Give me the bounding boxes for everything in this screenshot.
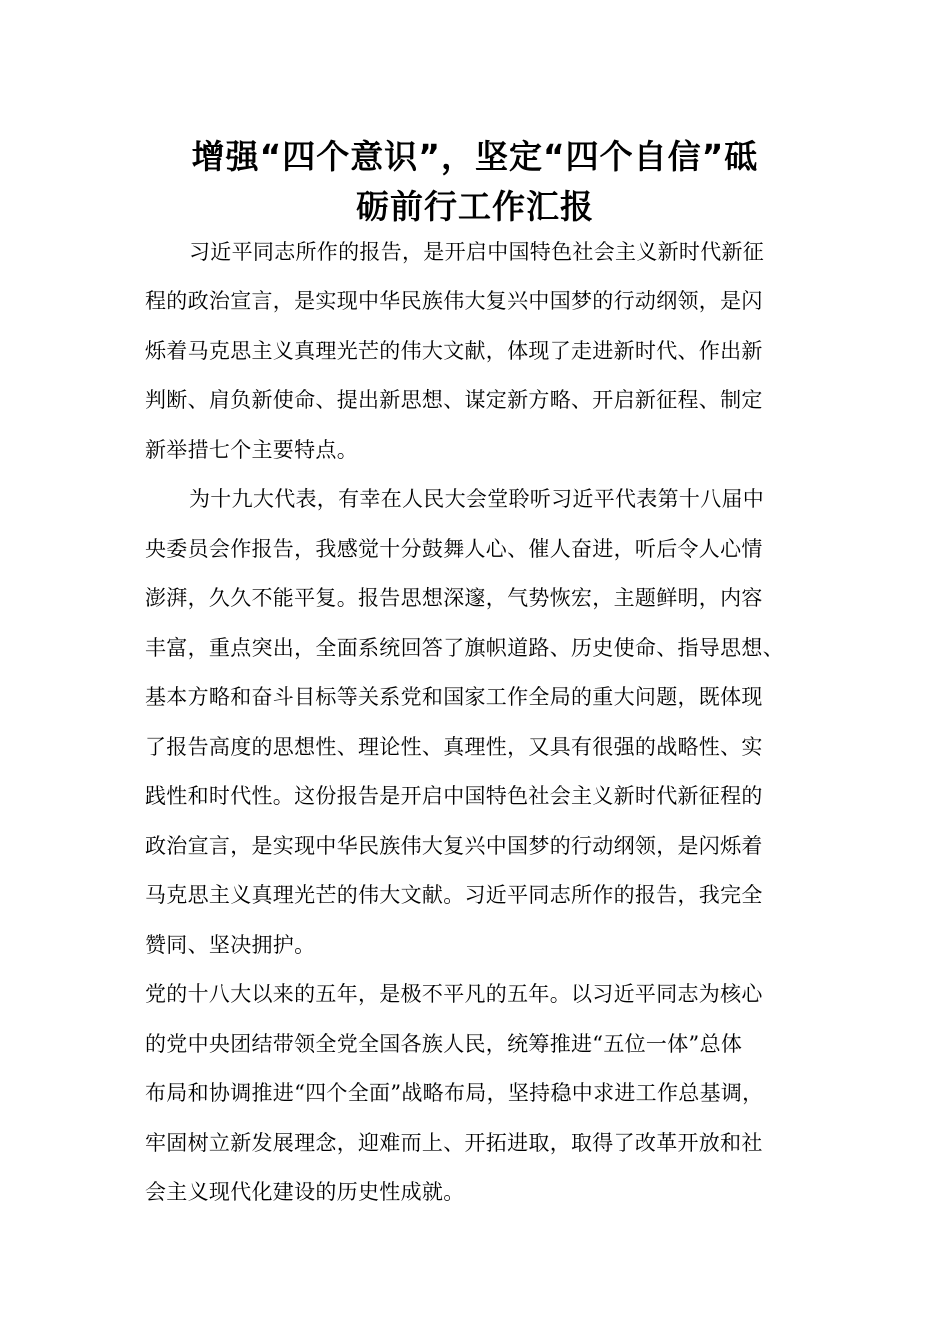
body-line: 程的政治宣言，是实现中华民族伟大复兴中国梦的行动纲领，是闪: [145, 289, 763, 313]
body-line: 会主义现代化建设的历史性成就。: [145, 1180, 465, 1204]
body-line: 牢固树立新发展理念，迎难而上、开拓进取，取得了改革开放和社: [145, 1131, 763, 1155]
document-title-line-2: 砺前行工作汇报: [356, 187, 594, 226]
body-line: 布局和协调推进“四个全面”战略布局，坚持稳中求进工作总基调，: [145, 1081, 764, 1105]
body-line: 央委员会作报告，我感觉十分鼓舞人心、催人奋进，听后令人心情: [145, 537, 763, 561]
body-line: 烁着马克思主义真理光芒的伟大文献，体现了走进新时代、作出新: [145, 339, 763, 363]
body-line: 了报告高度的思想性、理论性、真理性，又具有很强的战略性、实: [145, 735, 763, 759]
body-line: 基本方略和奋斗目标等关系党和国家工作全局的重大问题，既体现: [145, 685, 763, 709]
body-line: 新举措七个主要特点。: [145, 438, 358, 462]
body-line: 判断、肩负新使命、提出新思想、谋定新方略、开启新征程、制定: [145, 388, 763, 412]
body-line: 政治宣言，是实现中华民族伟大复兴中国梦的行动纲领，是闪烁着: [145, 834, 763, 858]
body-line: 的党中央团结带领全党全国各族人民，统筹推进“五位一体”总体: [145, 1032, 743, 1056]
body-line: 澎湃，久久不能平复。报告思想深邃，气势恢宏，主题鲜明，内容: [145, 586, 763, 610]
body-line: 马克思主义真理光芒的伟大文献。习近平同志所作的报告，我完全: [145, 883, 763, 907]
document-title-line-1: 增强“四个意识”，坚定“四个自信”砥: [191, 137, 759, 176]
body-line: 党的十八大以来的五年，是极不平凡的五年。以习近平同志为核心: [145, 982, 763, 1006]
body-line: 丰富，重点突出，全面系统回答了旗帜道路、历史使命、指导思想、: [145, 636, 784, 660]
body-line: 习近平同志所作的报告，是开启中国特色社会主义新时代新征: [189, 240, 765, 264]
body-line: 为十九大代表，有幸在人民大会堂聆听习近平代表第十八届中: [189, 487, 765, 511]
body-line: 践性和时代性。这份报告是开启中国特色社会主义新时代新征程的: [145, 784, 763, 808]
body-line: 赞同、坚决拥护。: [145, 933, 316, 957]
